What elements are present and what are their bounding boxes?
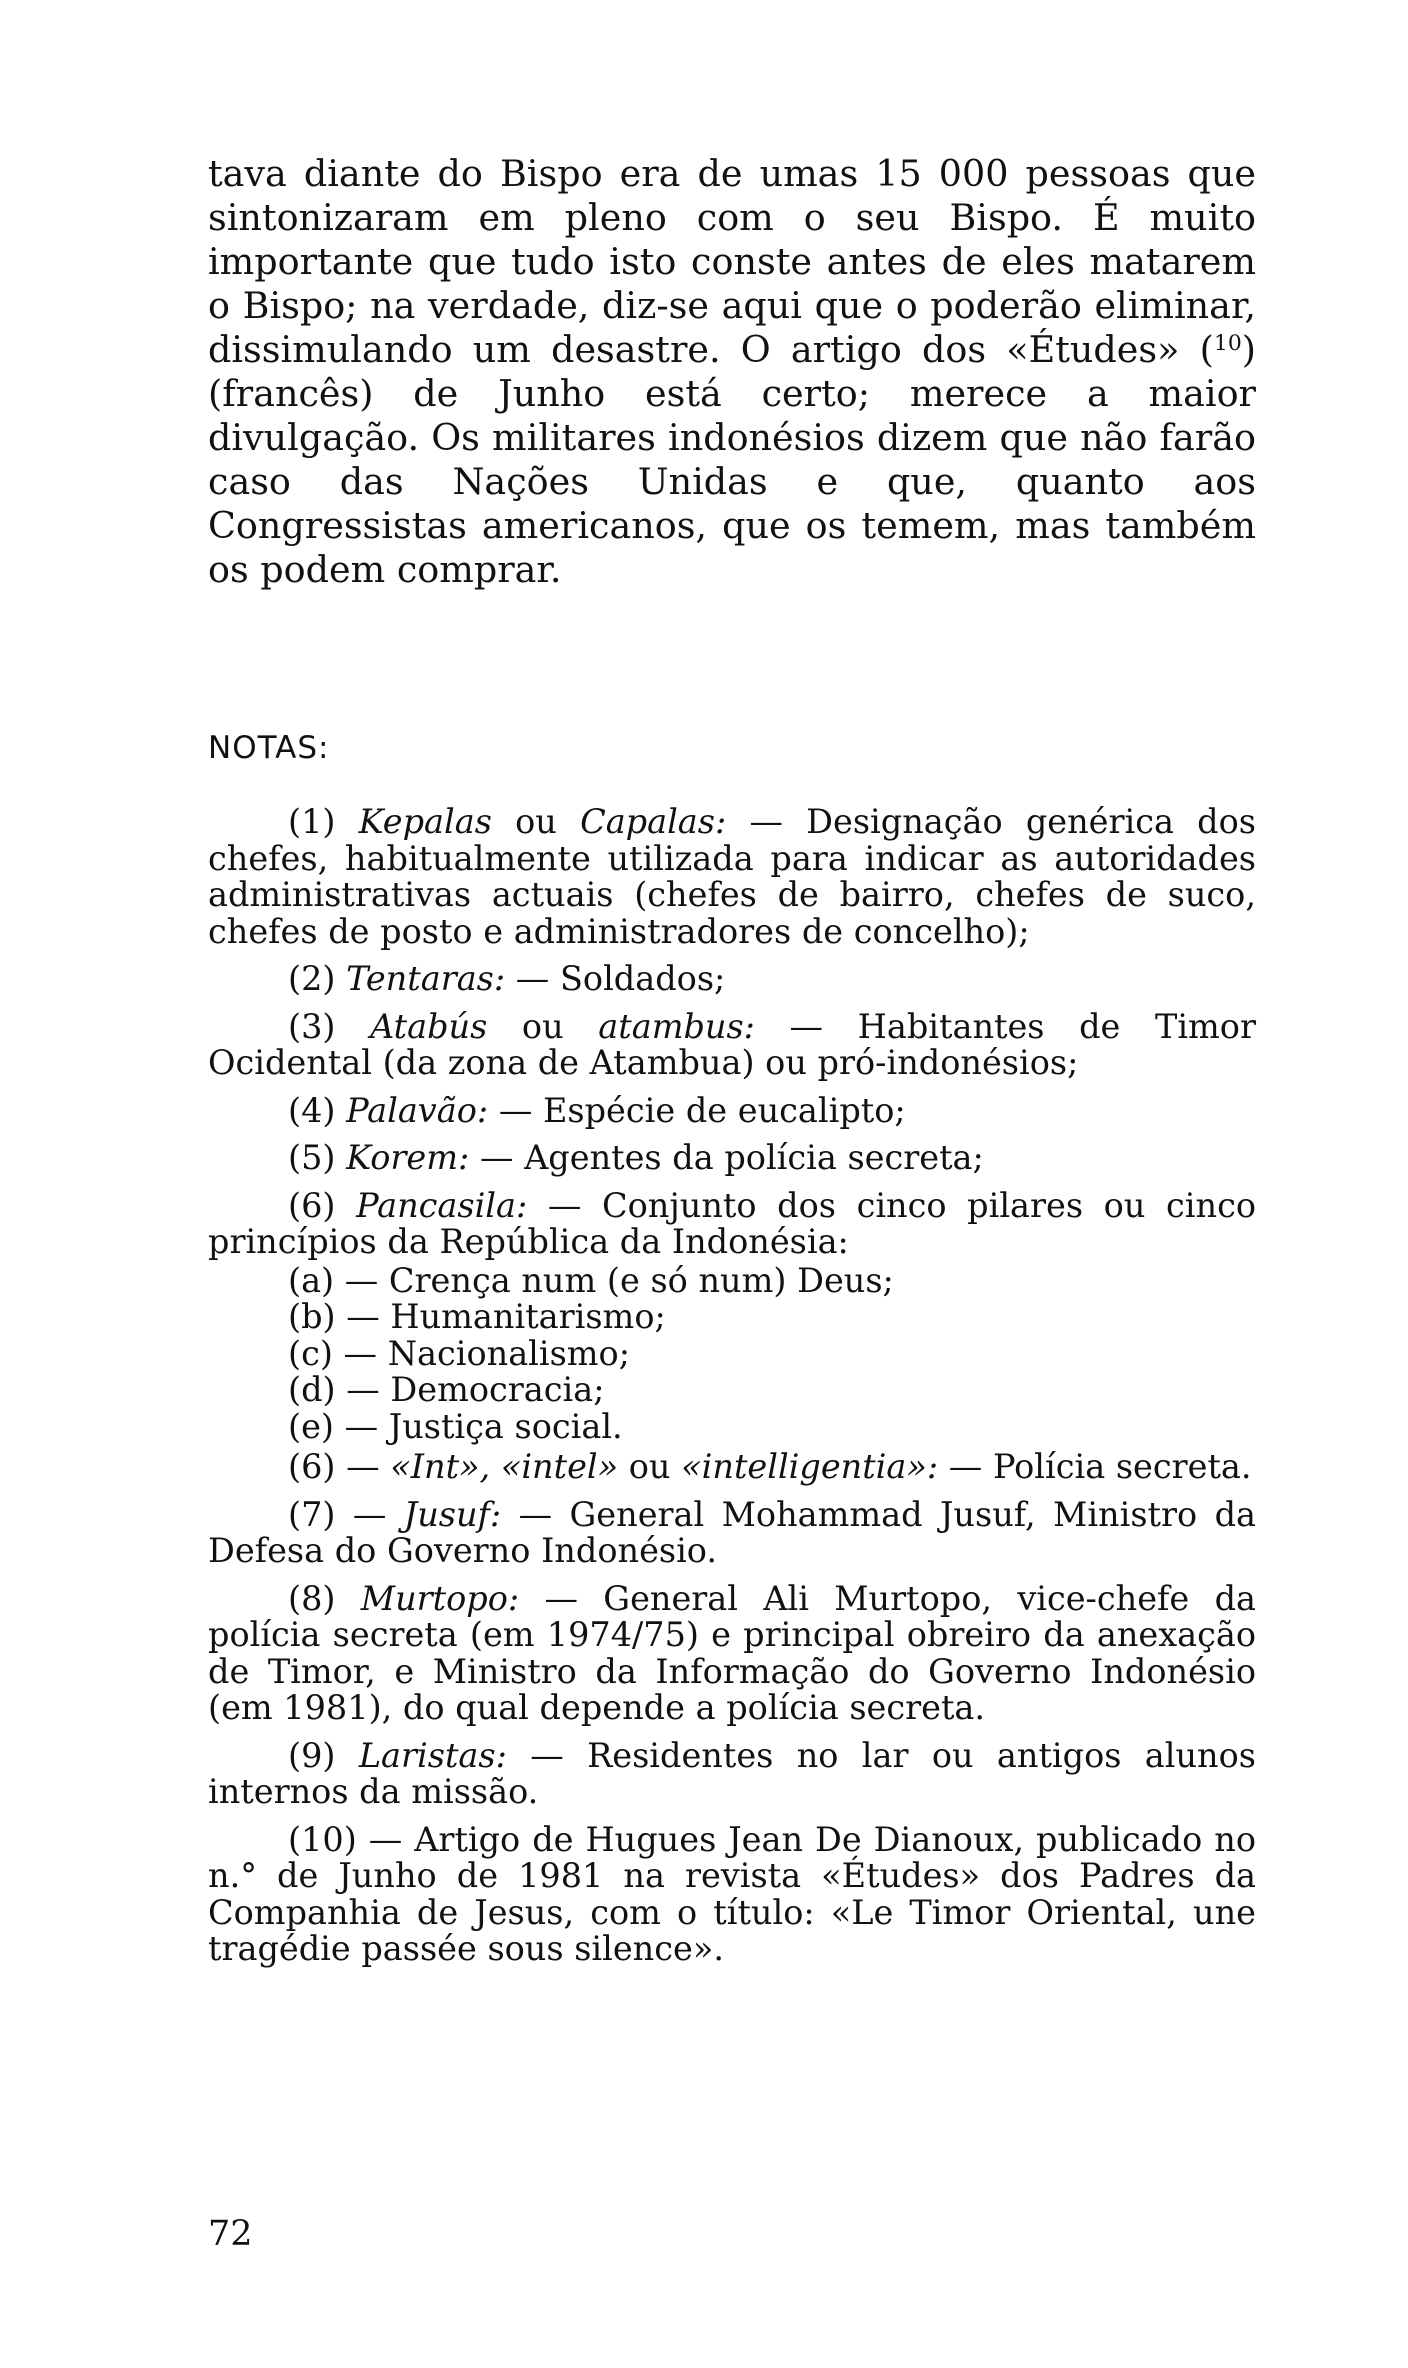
- note-6b: [208, 1449, 1256, 1486]
- note-10: [208, 1819, 1256, 1968]
- pancasila-list: [208, 1260, 1256, 1446]
- note-marker: (6): [288, 1447, 336, 1486]
- note-definition: — Soldados;: [505, 959, 726, 998]
- notes-section: [208, 804, 1256, 1979]
- note-term: «Int», «intel»: [390, 1447, 619, 1486]
- book-page: [208, 152, 1256, 2254]
- list-item: (b) — Humanitarismo;: [288, 1297, 666, 1336]
- note-1: [208, 804, 1256, 950]
- note-connector: ou: [487, 1006, 599, 1046]
- note-term: Korem:: [346, 1138, 470, 1177]
- note-term-alt: atambus:: [598, 1006, 755, 1046]
- page-number: 72: [208, 2214, 253, 2254]
- note-4: [208, 1090, 1256, 1130]
- note-marker: (5): [288, 1138, 336, 1177]
- note-term: Tentaras:: [346, 959, 506, 998]
- note-marker: (9): [288, 1735, 336, 1775]
- list-item: (d) — Democracia;: [288, 1370, 605, 1409]
- note-marker: (6): [288, 1185, 336, 1225]
- list-item: (c) — Nacionalismo;: [288, 1333, 631, 1373]
- note-2: [208, 961, 1256, 998]
- note-term: Palavão:: [346, 1090, 489, 1130]
- note-marker: (4): [288, 1090, 336, 1130]
- note-6: [208, 1185, 1256, 1261]
- note-definition: — Conjunto dos cinco pilares ou cinco princípios da República da Indonésia:: [208, 1185, 1256, 1261]
- notes-heading: NOTAS:: [208, 730, 330, 766]
- note-lead: —: [335, 1494, 404, 1534]
- note-connector: ou: [618, 1447, 682, 1486]
- note-definition: Artigo de Hugues Jean De Dianoux, publicado no n.° de Junho de 1981 na revista «Études» dos Padres da Companhia de Jesus, com o título: «Le Timor Oriental, une tragédie passée sous silence».: [208, 1819, 1256, 1968]
- body-text-end: ) (francês) de Junho está certo; merece a maior divulgação. Os militares indonésios dizem que não farão caso das Nações Unidas e que, quanto aos Congressistas americanos, que os temem, mas também os podem comprar.: [208, 328, 1256, 591]
- note-marker: (3): [288, 1006, 336, 1046]
- note-definition: — Designação genérica dos chefes, habitualmente utilizada para indicar as autoridades administrativas actuais (chefes de bairro, chefes de suco, chefes de posto e administradores de concelho);: [208, 802, 1256, 951]
- note-5: [208, 1140, 1256, 1177]
- note-marker: (10): [288, 1819, 357, 1859]
- note-term-alt: Capalas:: [580, 802, 727, 841]
- note-8: [208, 1578, 1256, 1727]
- note-term: Pancasila:: [356, 1185, 528, 1225]
- note-definition: — Habitantes de Timor Ocidental (da zona de Atambua) ou pró-indonésios;: [208, 1006, 1256, 1082]
- body-text-start: tava diante do Bispo era de umas 15 000 pessoas que sintonizaram em pleno com o seu Bispo. É muito importante que tudo isto conste antes de eles matarem o Bispo; na verdade, diz-se aqui que o poderão eliminar, dissimulando um desastre. O artigo dos «Études» (: [208, 152, 1256, 371]
- note-3: [208, 1006, 1256, 1082]
- note-definition: — General Ali Murtopo, vice-chefe da polícia secreta (em 1974/75) e principal obreiro da anexação de Timor, e Ministro da Informação do Governo Indonésio (em 1981), do qual depende a polícia secreta.: [208, 1578, 1256, 1727]
- note-marker: (8): [288, 1578, 336, 1618]
- note-marker: (1): [288, 802, 336, 841]
- footnote-ref[interactable]: 10: [1213, 330, 1242, 356]
- note-term-alt: «intelligentia»:: [681, 1447, 939, 1486]
- note-lead: —: [335, 1447, 391, 1486]
- note-definition: — Polícia secreta.: [938, 1447, 1252, 1486]
- note-connector: ou: [491, 802, 581, 841]
- list-item: (a) — Crença num (e só num) Deus;: [288, 1260, 894, 1300]
- body-paragraph: [208, 152, 1256, 592]
- note-definition: — Agentes da polícia secreta;: [469, 1138, 984, 1177]
- note-term: Atabús: [370, 1006, 488, 1046]
- note-marker: (7): [288, 1494, 336, 1534]
- note-marker: (2): [288, 959, 336, 998]
- note-9: [208, 1735, 1256, 1811]
- note-term: Kepalas: [358, 802, 492, 841]
- note-term: Jusuf:: [403, 1494, 502, 1534]
- note-definition: — Espécie de eucalipto;: [488, 1090, 906, 1130]
- note-definition: — Residentes no lar ou antigos alunos internos da missão.: [208, 1735, 1256, 1811]
- note-definition: — General Mohammad Jusuf, Ministro da Defesa do Governo Indonésio.: [208, 1494, 1256, 1570]
- note-lead: —: [356, 1819, 415, 1859]
- note-term: Laristas:: [358, 1735, 507, 1775]
- note-term: Murtopo:: [360, 1578, 520, 1618]
- note-7: [208, 1494, 1256, 1570]
- list-item: (e) — Justiça social.: [288, 1406, 623, 1446]
